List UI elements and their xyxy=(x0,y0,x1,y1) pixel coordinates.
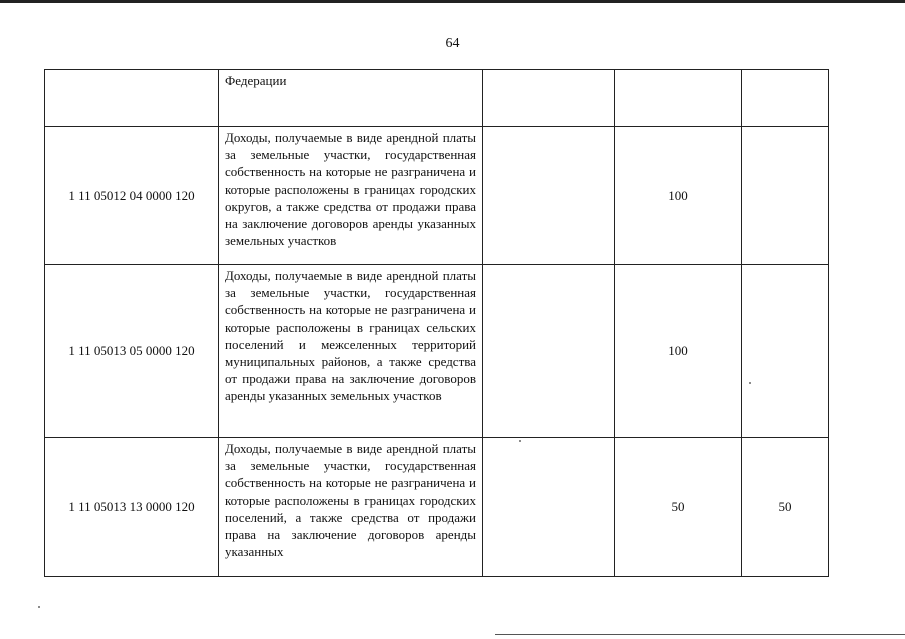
value-cell-col4 xyxy=(615,70,742,127)
value-cell-col4: 50 xyxy=(615,438,742,577)
table-row xyxy=(45,265,829,438)
value-cell-col5 xyxy=(742,70,829,127)
budget-code-cell xyxy=(45,70,219,127)
table-row xyxy=(45,127,829,265)
description-cell: Доходы, получаемые в виде арендной платы за земельные участки, государственная собственность на которые не разграничена и которые расположены в границах сельских поселений и межселенных территорий муниципальных районов, а также средства от продажи права на заключение договоров аренды указанных земельных участков xyxy=(219,265,483,438)
description-cell: Федерации xyxy=(219,70,483,127)
budget-code-cell: 1 11 05012 04 0000 120 xyxy=(45,127,219,265)
budget-code-cell: 1 11 05013 05 0000 120 xyxy=(45,265,219,438)
table-row xyxy=(45,438,829,577)
revenue-table xyxy=(44,69,829,577)
scan-bottom-line xyxy=(495,634,905,635)
description-cell: Доходы, получаемые в виде арендной платы за земельные участки, государственная собственность на которые не разграничена и которые расположены в границах городских округов, а также средства от продажи права на заключение договоров аренды указанных земельных участков xyxy=(219,127,483,265)
scan-speck xyxy=(749,382,751,384)
value-cell-col5 xyxy=(742,265,829,438)
value-cell-col3 xyxy=(483,265,615,438)
value-cell-col4: 100 xyxy=(615,265,742,438)
scan-speck xyxy=(38,606,40,608)
value-cell-col3 xyxy=(483,438,615,577)
value-cell-col3 xyxy=(483,127,615,265)
scan-speck xyxy=(519,440,521,442)
description-cell: Доходы, получаемые в виде арендной платы за земельные участки, государственная собственность на которые не разграничена и которые расположены в границах городских поселений, а также средства от продажи права на заключение договоров аренды указанных xyxy=(219,438,483,577)
scan-top-border xyxy=(0,0,905,3)
value-cell-col4: 100 xyxy=(615,127,742,265)
page-number: 64 xyxy=(445,36,460,51)
table-row xyxy=(45,70,829,127)
value-cell-col5 xyxy=(742,127,829,265)
budget-code-cell: 1 11 05013 13 0000 120 xyxy=(45,438,219,577)
value-cell-col3 xyxy=(483,70,615,127)
value-cell-col5: 50 xyxy=(742,438,829,577)
